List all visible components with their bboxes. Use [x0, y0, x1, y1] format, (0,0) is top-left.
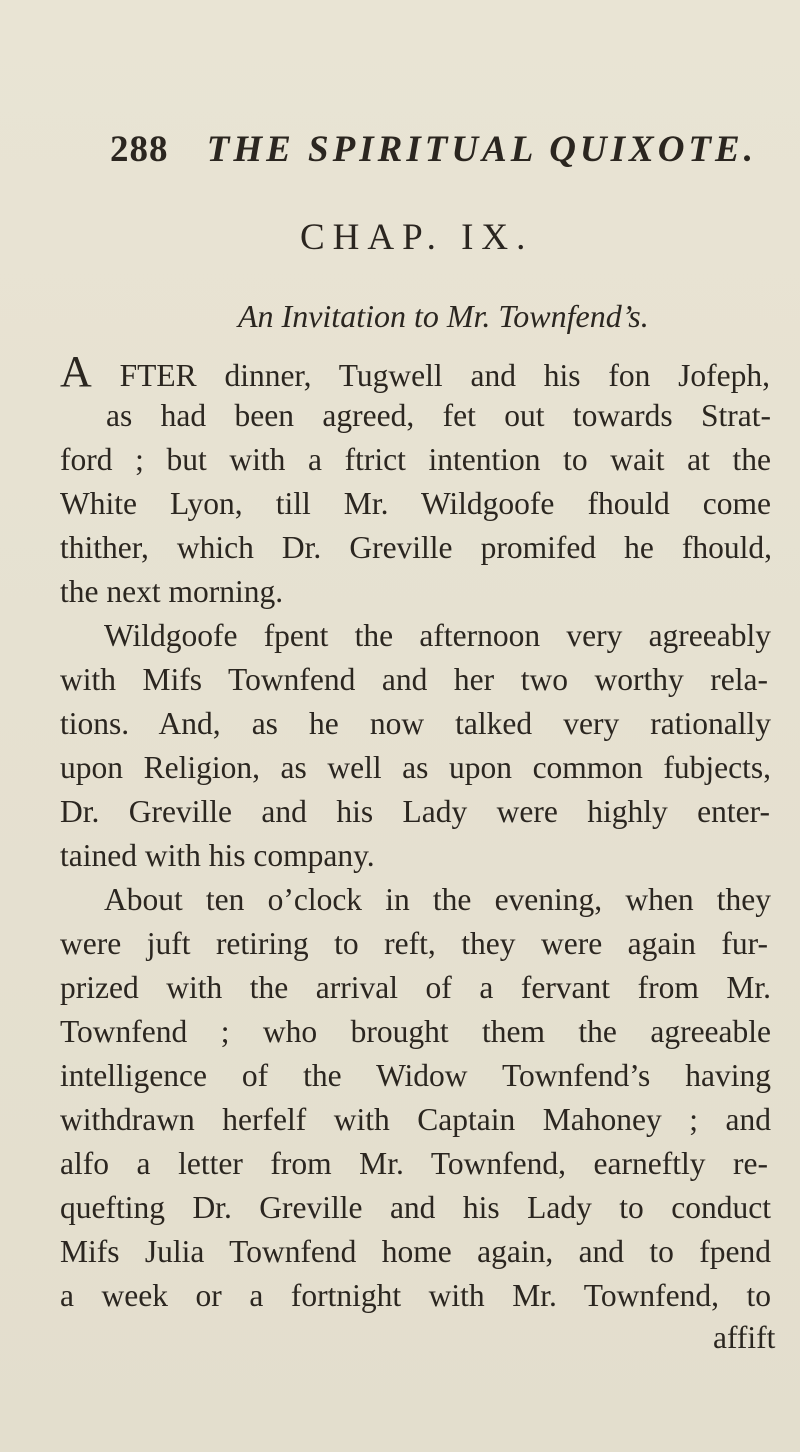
text-line-4: White Lyon, till Mr. Wildgoofe fhould come: [60, 486, 771, 521]
page-number: 288: [110, 129, 169, 170]
text-line-22: a week or a fortnight with Mr. Townfend, to: [60, 1278, 771, 1313]
chapter-subtitle: An Invitation to Mr. Townfend’s.: [238, 298, 649, 334]
text-line-21: Mifs Julia Townfend home again, and to fpend: [60, 1234, 771, 1269]
text-line-13: About ten o’clock in the evening, when they: [104, 882, 771, 917]
text-line-3: ford ; but with a ftrict intention to wait at the: [60, 442, 771, 477]
text-line-20: quefting Dr. Greville and his Lady to conduct: [60, 1190, 771, 1225]
text-line-2: as had been agreed, fet out towards Strat-: [106, 398, 771, 433]
line-1-text: FTER dinner, Tugwell and his fon Jofeph,: [119, 358, 771, 393]
running-head: [110, 128, 770, 171]
text-line-18: withdrawn herfelf with Captain Mahoney ; and: [60, 1102, 771, 1137]
text-line-19: alfo a letter from Mr. Townfend, earneftly re-: [60, 1146, 768, 1181]
text-line-12: tained with his company.: [60, 838, 375, 873]
chapter-heading: CHAP. IX.: [300, 217, 534, 258]
text-line-6: the next morning.: [60, 574, 284, 609]
text-line-8: with Mifs Townfend and her two worthy rela-: [60, 662, 768, 697]
running-title: THE SPIRITUAL QUIXOTE.: [206, 129, 757, 170]
text-line-15: prized with the arrival of a fervant from Mr.: [60, 970, 771, 1005]
text-line-17: intelligence of the Widow Townfend’s having: [60, 1058, 771, 1093]
text-line-16: Townfend ; who brought them the agreeable: [60, 1014, 771, 1049]
text-line-14: were juft retiring to reft, they were again fur-: [60, 926, 768, 961]
drop-cap: A: [60, 347, 92, 396]
text-line-11: Dr. Greville and his Lady were highly enter-: [60, 794, 770, 829]
text-line-1: [60, 347, 771, 396]
text-line-10: upon Religion, as well as upon common fubjects,: [60, 750, 771, 785]
text-line-7: Wildgoofe fpent the afternoon very agreeably: [104, 618, 771, 653]
catchword: affift: [713, 1320, 776, 1355]
text-line-9: tions. And, as he now talked very rationally: [60, 706, 771, 741]
text-line-5: thither, which Dr. Greville promifed he fhould,: [60, 530, 772, 565]
